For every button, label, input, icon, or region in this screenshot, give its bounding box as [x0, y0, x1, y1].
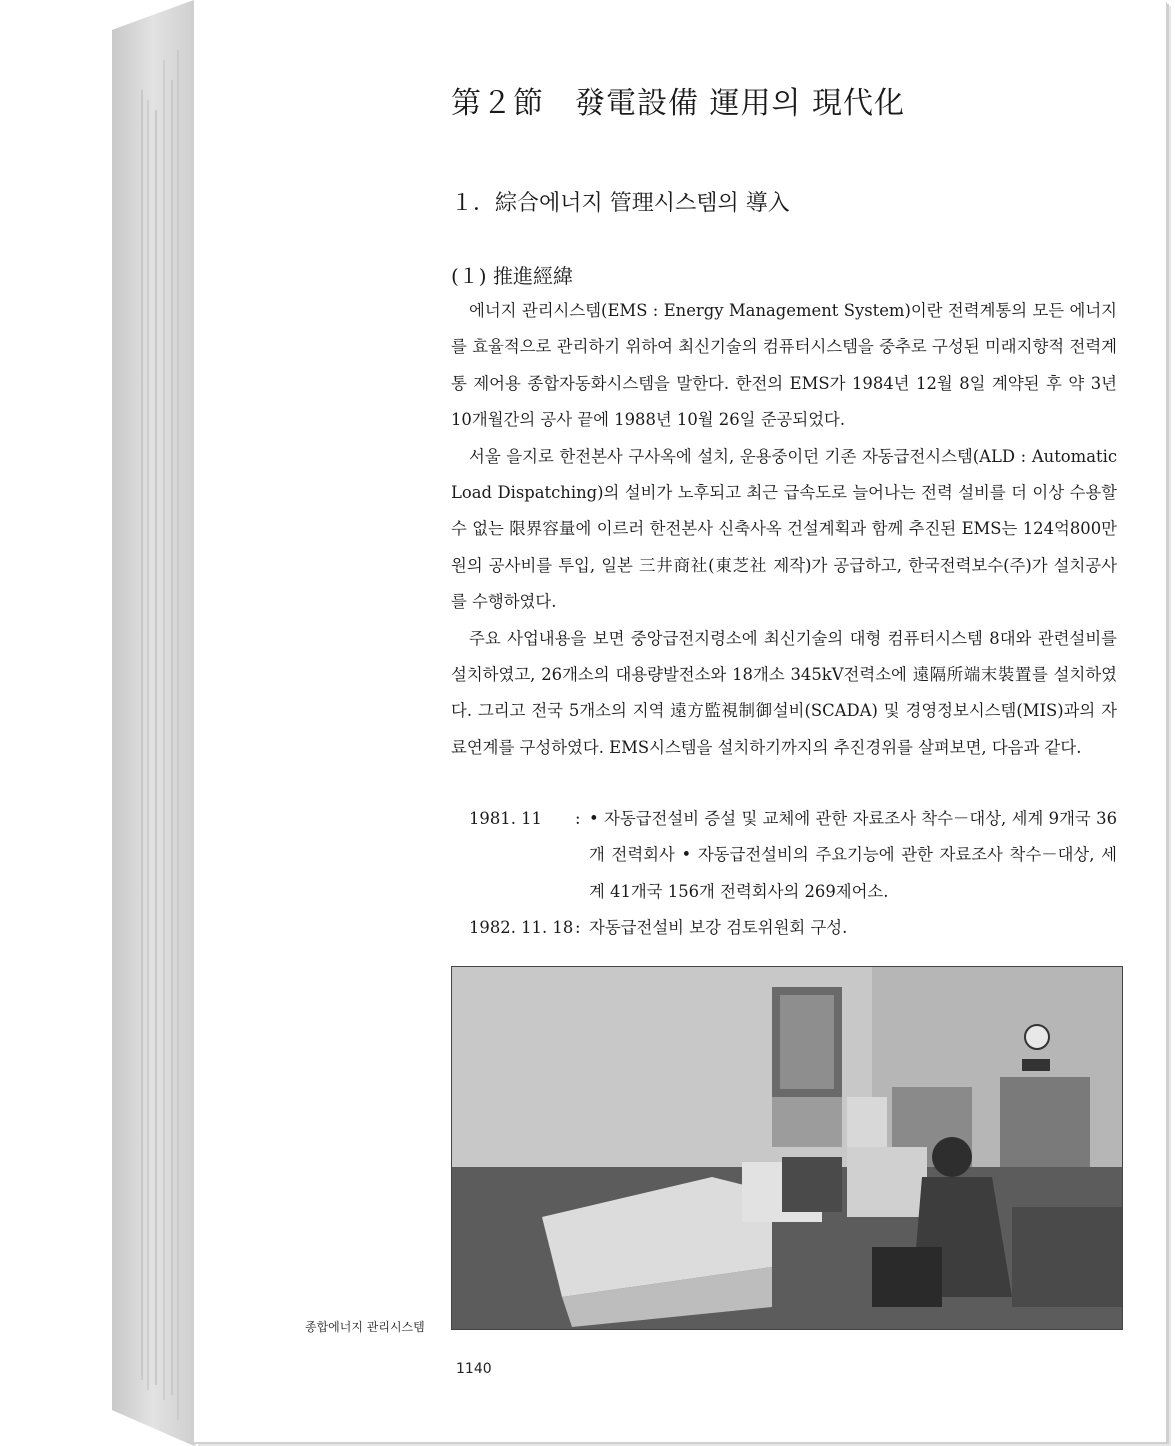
paragraph: 주요 사업내용을 보면 중앙급전지령소에 최신기술의 대형 컴퓨터시스템 8대와 관련설비를 설치하였고, 26개소의 대용량발전소와 18개소 345kV전력소에 遠隔所端末裝置를 설치하였다. 그리고 전국 5개소의 지역 遠方監視制御설비(SCADA) 및 경영정보시스템(MIS)과의 자료연계를 구성하였다. EMS시스템을 설치하기까지의 추진경위를 살펴보면, 다음과 같다.: [451, 628, 1117, 757]
paragraph: 서울 을지로 한전본사 구사옥에 설치, 운용중이던 기존 자동급전시스템(ALD : Automatic Load Dispatching)의 설비가 노후되고 최근 급속도로 늘어나는 전력 설비를 더 이상 수용할 수 없는 限界容量에 이르러 한전본사 신축사옥 건설계획과 함께 추진된 EMS는 124억800만원의 공사비를 투입, 일본 三井商社(東芝社 제작)가 공급하고, 한국전력보수(주)가 설치공사를 수행하였다.: [451, 446, 1117, 612]
section-title: 第２節 發電設備 運用의 現代化: [451, 86, 906, 121]
book-page-stack: [112, 0, 196, 1446]
chronology-entry: 1981. 11 : • 자동급전설비 증설 및 교체에 관한 자료조사 착수－대상, 세계 9개국 36개 전력회사 • 자동급전설비의 주요기능에 관한 자료조사 착수－대상, 세계 41개국 156개 전력회사의 269제어소.: [451, 801, 1117, 910]
paragraph: 에너지 관리시스템(EMS : Energy Management System)이란 전력계통의 모든 에너지를 효율적으로 관리하기 위하여 최신기술의 컴퓨터시스템을 중추로 구성된 미래지향적 전력계통 제어용 종합자동화시스템을 말한다. 한전의 EMS가 1984년 12월 8일 계약된 후 약 3년 10개월간의 공사 끝에 1988년 10월 26일 준공되었다.: [451, 301, 1117, 430]
chronology-date: 1981. 11: [469, 809, 542, 828]
chronology-date: 1982. 11. 18: [469, 918, 574, 938]
chronology-description: 자동급전설비 보강 검토위원회 구성.: [589, 918, 848, 938]
photo-caption: 종합에너지 관리시스템: [305, 1320, 425, 1334]
control-room-photo: [451, 966, 1123, 1330]
item-title: (１) 推進經緯: [451, 264, 573, 288]
chronology-entry: 1982. 11. 18 : 자동급전설비 보강 검토위원회 구성.: [451, 910, 1117, 946]
subsection-title: １．綜合에너지 管理시스템의 導入: [451, 191, 790, 216]
body-text: [451, 293, 1117, 766]
page-number: 1140: [456, 1361, 492, 1377]
chronology-description: • 자동급전설비 증설 및 교체에 관한 자료조사 착수－대상, 세계 9개국 36개 전력회사 • 자동급전설비의 주요기능에 관한 자료조사 착수－대상, 세계 41개국 156개 전력회사의 269제어소.: [589, 809, 1117, 901]
chronology-list: [451, 801, 1117, 947]
